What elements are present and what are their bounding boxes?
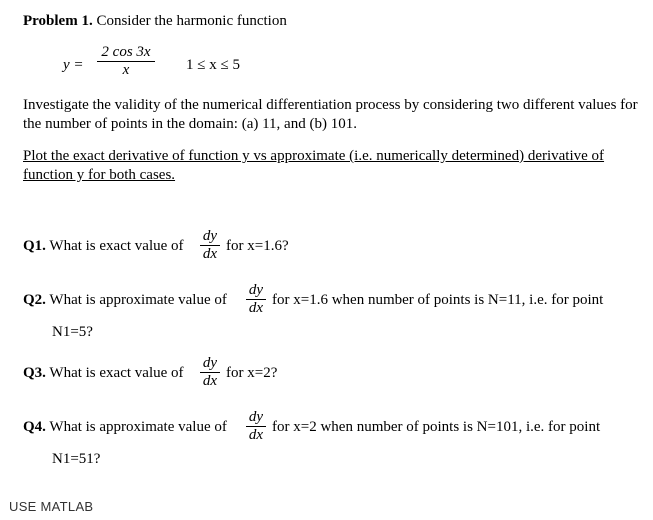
function-fraction	[97, 45, 155, 77]
derivative-numerator: dy	[200, 356, 220, 373]
question-2-label: Q2.	[23, 292, 46, 308]
question-2-continuation: N1=5?	[52, 324, 93, 340]
problem-intro: Consider the harmonic function	[96, 13, 287, 29]
question-3-text: What is exact value of	[49, 365, 184, 381]
derivative-denominator: dx	[248, 300, 264, 316]
derivative-denominator: dx	[248, 427, 264, 443]
question-2-text: What is approximate value of	[49, 292, 227, 308]
question-3-label: Q3.	[23, 365, 46, 381]
question-1	[23, 238, 184, 255]
investigate-paragraph: Investigate the validity of the numerical differentiation process by considering two different values for the number of points in the domain: (a) 11, and (b) 101.	[23, 97, 638, 132]
question-2-derivative	[246, 283, 266, 315]
problem-heading-line	[23, 13, 287, 30]
function-denominator: x	[122, 62, 130, 78]
question-3-derivative	[200, 356, 220, 388]
question-4-derivative	[246, 410, 266, 442]
derivative-numerator: dy	[200, 229, 220, 246]
problem-heading: Problem 1.	[23, 13, 93, 29]
question-1-text: What is exact value of	[49, 238, 184, 254]
question-1-suffix: for x=1.6?	[226, 238, 289, 254]
question-2-suffix: for x=1.6 when number of points is N=11, i.e. for point	[272, 292, 604, 308]
function-domain: 1 ≤ x ≤ 5	[186, 57, 240, 73]
derivative-denominator: dx	[202, 246, 218, 262]
question-4-suffix: for x=2 when number of points is N=101, i.e. for point	[272, 419, 601, 435]
question-4-text: What is approximate value of	[49, 419, 227, 435]
question-4-continuation: N1=51?	[52, 451, 101, 467]
derivative-denominator: dx	[202, 373, 218, 389]
footer-note: USE MATLAB	[9, 499, 94, 514]
derivative-numerator: dy	[246, 283, 266, 300]
question-1-derivative	[200, 229, 220, 261]
plot-instruction: Plot the exact derivative of function y vs approximate (i.e. numerically determined) derivative of function y for both cases.	[23, 148, 605, 183]
question-2	[23, 292, 227, 309]
function-numerator: 2 cos 3x	[97, 45, 155, 62]
derivative-numerator: dy	[246, 410, 266, 427]
question-4-label: Q4.	[23, 419, 46, 435]
equation-lhs: y =	[63, 57, 84, 73]
question-4	[23, 419, 227, 436]
question-3-suffix: for x=2?	[226, 365, 278, 381]
question-3	[23, 365, 184, 382]
question-1-label: Q1.	[23, 238, 46, 254]
